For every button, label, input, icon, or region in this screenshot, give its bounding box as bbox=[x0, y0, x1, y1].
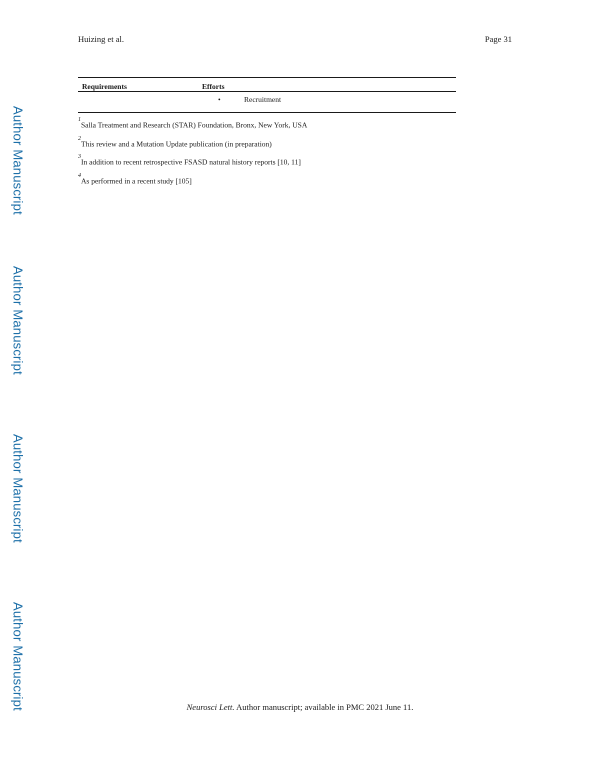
watermark-text: Author Manuscript bbox=[10, 601, 26, 711]
footnote-text: Salla Treatment and Research (STAR) Foundation, Bronx, New York, USA bbox=[81, 120, 308, 130]
table-row bbox=[78, 92, 456, 110]
footnote-text: As performed in a recent study [105] bbox=[81, 176, 192, 186]
column-header-efforts: Efforts bbox=[202, 82, 225, 91]
footnote-marker: 3 bbox=[78, 154, 81, 160]
watermark-text: Author Manuscript bbox=[10, 433, 26, 543]
watermark-text: Author Manuscript bbox=[10, 265, 26, 375]
requirements-table bbox=[78, 77, 456, 113]
journal-name: Neurosci Lett. bbox=[186, 702, 235, 712]
author-manuscript-watermark bbox=[6, 260, 30, 380]
footnote bbox=[78, 173, 192, 186]
footnote bbox=[78, 154, 301, 167]
table-cell-effort: Recruitment bbox=[244, 95, 282, 104]
footnote-marker: 4 bbox=[78, 173, 81, 179]
footnote-text: This review and a Mutation Update publication (in preparation) bbox=[81, 139, 272, 149]
footnote-marker: 1 bbox=[78, 117, 81, 123]
bullet-icon: • bbox=[218, 95, 221, 104]
footnote-marker: 2 bbox=[78, 136, 81, 142]
table-bottom-rule bbox=[78, 112, 456, 113]
running-header-authors: Huizing et al. bbox=[78, 34, 125, 44]
author-manuscript-watermark bbox=[6, 428, 30, 548]
footer-availability: Author manuscript; available in PMC 2021 June 11. bbox=[234, 702, 414, 712]
footnote bbox=[78, 117, 308, 130]
page-footer bbox=[0, 702, 600, 712]
watermark-text: Author Manuscript bbox=[10, 105, 26, 215]
footnote-text: In addition to recent retrospective FSASD natural history reports [10, 11] bbox=[81, 157, 301, 167]
table-header-row bbox=[78, 78, 456, 91]
page-number: Page 31 bbox=[484, 34, 512, 44]
column-header-requirements: Requirements bbox=[82, 82, 127, 91]
footnote bbox=[78, 136, 272, 149]
author-manuscript-watermark bbox=[6, 100, 30, 220]
author-manuscript-watermark bbox=[6, 596, 30, 716]
